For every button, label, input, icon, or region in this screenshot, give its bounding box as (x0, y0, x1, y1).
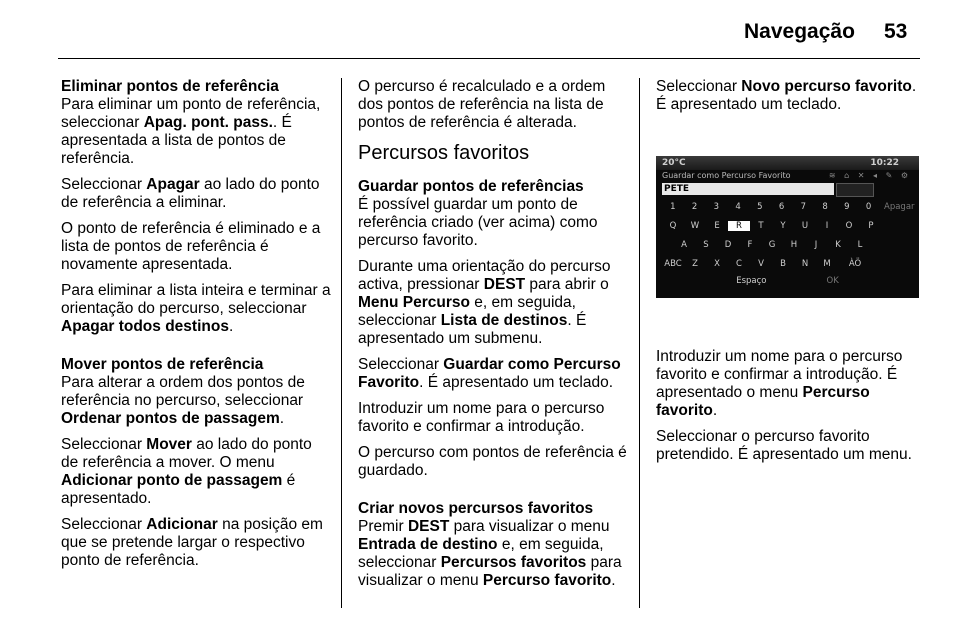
screen-bottom-bar (656, 273, 919, 289)
name-input: PETE (662, 183, 834, 195)
paragraph: Para alterar a ordem dos pontos de referência no percurso, seleccionar Ordenar pontos de passagem. (61, 374, 305, 427)
column-1 (61, 78, 333, 578)
key: E (714, 220, 720, 231)
key: J (814, 239, 818, 250)
key: T (758, 220, 764, 231)
heading-percursos-favoritos: Percursos favoritos (358, 142, 530, 164)
key: N (801, 258, 809, 269)
key: 7 (800, 201, 807, 212)
paragraph: Para eliminar a lista inteira e terminar a orientação do percurso, seleccionar Apagar todos destinos. (61, 282, 331, 335)
key: I (825, 220, 829, 231)
key: X (714, 258, 720, 269)
apagar-key: Apagar (884, 201, 915, 212)
paragraph: É possível guardar um ponto de referência criado (ver acima) como percurso favorito. (358, 196, 598, 249)
key: F (747, 239, 753, 250)
key: V (758, 258, 764, 269)
paragraph: Introduzir um nome para o percurso favorito e confirmar a introdução. (358, 400, 605, 435)
heading-criar: Criar novos percursos favoritos (358, 500, 594, 517)
clock: 10:22 (870, 158, 899, 168)
key: Z (692, 258, 698, 269)
key: 4 (735, 201, 741, 212)
heading-eliminar: Eliminar pontos de referência (61, 78, 279, 95)
key: Q (669, 220, 677, 231)
key: M (823, 258, 831, 269)
ok-key: OK (826, 276, 839, 286)
key: 5 (757, 201, 763, 212)
key: A (681, 239, 687, 250)
column-divider (639, 78, 640, 608)
letter-row-3 (656, 254, 919, 273)
key: W (690, 220, 700, 231)
key: 6 (778, 201, 785, 212)
paragraph: Premir DEST para visualizar o menu Entrada de destino e, em seguida, seleccionar Percursos favoritos para visualizar o menu Percurso favorito. (358, 518, 622, 589)
espaco-key: Espaço (736, 276, 767, 286)
screen-status-bar (656, 156, 919, 170)
key: 3 (713, 201, 720, 212)
paragraph: Seleccionar Apagar ao lado do ponto de referência a eliminar. (61, 176, 320, 211)
key: C (736, 258, 742, 269)
key-selected: R (728, 221, 750, 231)
key: H (790, 239, 798, 250)
key: L (857, 239, 863, 250)
paragraph: Seleccionar Mover ao lado do ponto de referência a mover. O menu Adicionar ponto de passagem é apresentado. (61, 436, 312, 507)
key: 8 (822, 201, 828, 212)
keyboard-screenshot (656, 156, 919, 298)
key: K (835, 239, 841, 250)
paragraph: Seleccionar o percurso favorito pretendido. É apresentado um menu. (656, 428, 912, 463)
key: G (768, 239, 776, 250)
input-secondary (836, 183, 874, 197)
letter-row-2 (656, 235, 919, 254)
abc-key: ABC (664, 258, 682, 269)
key: B (780, 258, 786, 269)
header-rule (58, 58, 920, 59)
number-row (656, 197, 919, 216)
key: U (801, 220, 809, 231)
paragraph: Seleccionar Novo percurso favorito. É apresentado um teclado. (656, 78, 917, 113)
status-icons: ≋ ⌂ ✕ ◂ ✎ ⚙ (828, 171, 911, 180)
paragraph: O percurso é recalculado e a ordem dos pontos de referência na lista de pontos de referência é alterada. (358, 78, 606, 131)
accent-key: ÀÖ (848, 258, 862, 269)
key: 0 (865, 201, 872, 212)
heading-mover: Mover pontos de referência (61, 356, 264, 373)
page-number: 53 (884, 20, 908, 43)
column-divider (341, 78, 342, 608)
paragraph: O ponto de referência é eliminado e a lista de pontos de referência é novamente apresentada. (61, 220, 321, 273)
key: 1 (670, 201, 676, 212)
key: Y (780, 220, 786, 231)
column-3-lower (656, 348, 926, 472)
paragraph: Para eliminar um ponto de referência, seleccionar Apag. pont. pass.. É apresentada a lista de pontos de referência. (61, 96, 321, 167)
key: D (724, 239, 732, 250)
paragraph: Seleccionar Adicionar na posição em que se pretende largar o respectivo ponto de referência. (61, 516, 323, 569)
key: O (845, 220, 853, 231)
paragraph: Seleccionar Guardar como Percurso Favorito. É apresentado um teclado. (358, 356, 621, 391)
key: S (703, 239, 709, 250)
paragraph: Introduzir um nome para o percurso favorito e confirmar a introdução. É apresentado o menu Percurso favorito. (656, 348, 903, 419)
screen-subtitle: Guardar como Percurso Favorito ≋ ⌂ ✕ ◂ ✎ ⚙ (662, 171, 911, 180)
header-title: Navegação (744, 20, 855, 43)
heading-guardar: Guardar pontos de referências (358, 178, 584, 195)
key: 2 (691, 201, 698, 212)
paragraph: O percurso com pontos de referência é guardado. (358, 444, 627, 479)
column-3 (656, 78, 926, 122)
temperature: 20°C (662, 158, 686, 168)
letter-row-1 (656, 216, 919, 235)
column-2 (358, 78, 630, 598)
key: P (868, 220, 874, 231)
key: 9 (844, 201, 850, 212)
paragraph: Durante uma orientação do percurso activa, pressionar DEST para abrir o Menu Percurso e, em seguida, seleccionar Lista de destinos. É apresentado um submenu. (358, 258, 611, 347)
